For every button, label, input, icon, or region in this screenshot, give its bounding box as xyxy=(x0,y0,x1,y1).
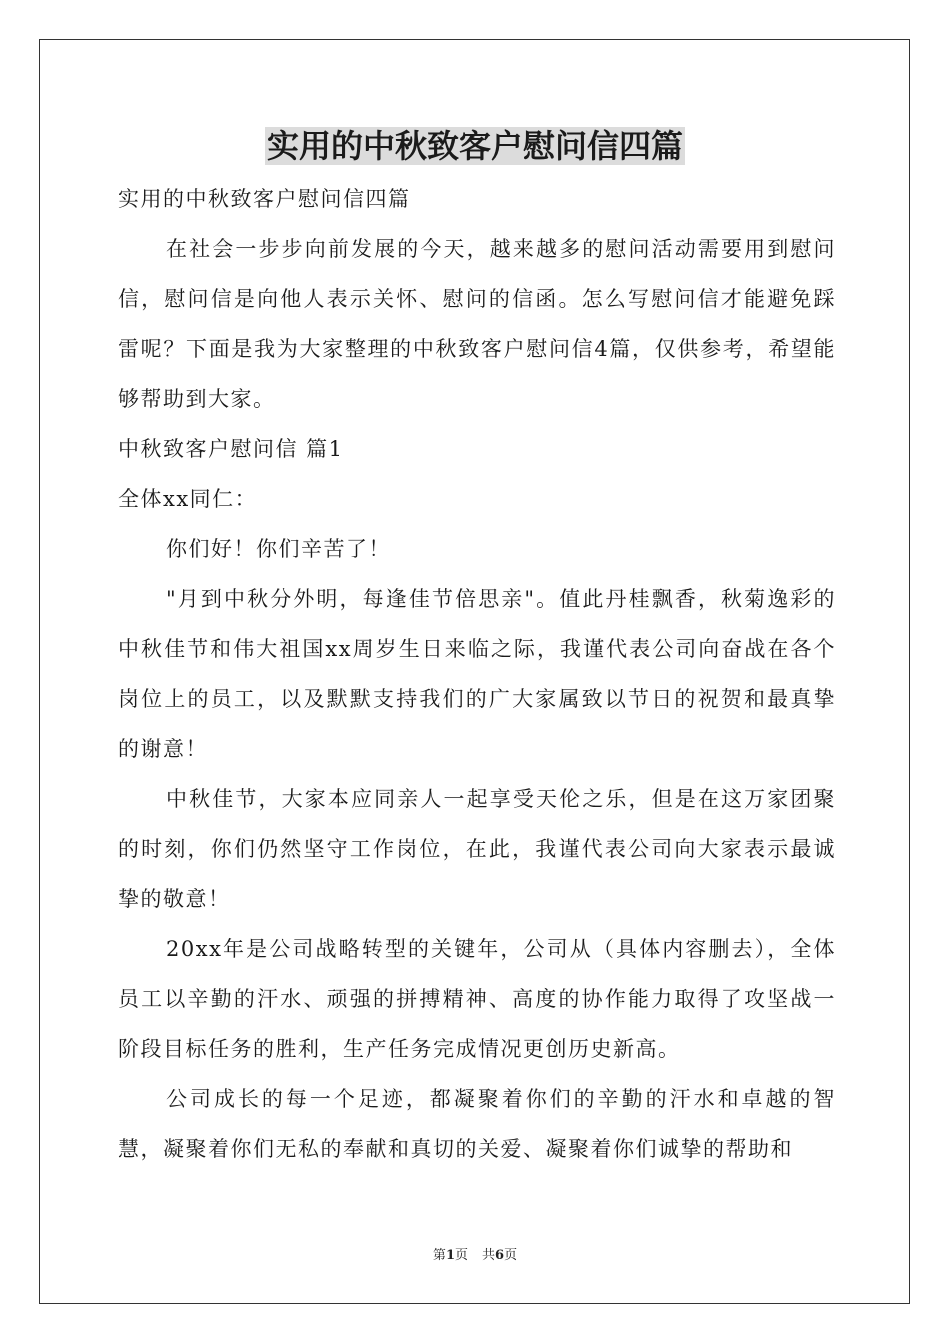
page-suffix: 页 xyxy=(454,1248,468,1263)
total-suffix: 页 xyxy=(504,1248,518,1263)
document-title-text: 实用的中秋致客户慰问信四篇 xyxy=(266,127,683,165)
page-current: 1 xyxy=(445,1248,455,1263)
paragraph: 你们好！你们辛苦了！ xyxy=(166,537,391,561)
paragraph: "月到中秋分外明，每逢佳节倍思亲"。值此丹桂飘香，秋菊逸彩的中秋佳节和伟大祖国xx周岁生日来临之际，我谨代表公司向奋战在各个岗位上的员工，以及默默支持我们的广大家属致以节日的祝贺和最真挚的谢意！ xyxy=(118,587,836,761)
paragraph: 中秋佳节，大家本应同亲人一起享受天伦之乐，但是在这万家团聚的时刻，你们仍然坚守工作岗位，在此，我谨代表公司向大家表示最诚挚的敬意！ xyxy=(118,787,836,911)
paragraph: 在社会一步步向前发展的今天，越来越多的慰问活动需要用到慰问信，慰问信是向他人表示关怀、慰问的信函。怎么写慰问信才能避免踩雷呢？下面是我为大家整理的中秋致客户慰问信4篇，仅供参考，希望能够帮助到大家。 xyxy=(118,237,836,411)
page-total: 6 xyxy=(495,1248,505,1263)
page-footer xyxy=(0,1246,950,1266)
document-body xyxy=(118,174,836,1174)
document-title xyxy=(0,122,950,170)
total-prefix: 共 xyxy=(482,1248,496,1263)
paragraph: 实用的中秋致客户慰问信四篇 xyxy=(118,187,411,211)
page-prefix: 第 xyxy=(432,1248,446,1263)
paragraph: 20xx年是公司战略转型的关键年，公司从（具体内容删去），全体员工以辛勤的汗水、顽强的拼搏精神、高度的协作能力取得了攻坚战一阶段目标任务的胜利，生产任务完成情况更创历史新高。 xyxy=(118,937,836,1061)
paragraph: 中秋致客户慰问信 篇1 xyxy=(118,437,344,461)
paragraph: 全体xx同仁： xyxy=(118,487,258,511)
paragraph: 公司成长的每一个足迹，都凝聚着你们的辛勤的汗水和卓越的智慧，凝聚着你们无私的奉献和真切的关爱、凝聚着你们诚挚的帮助和 xyxy=(118,1087,836,1161)
